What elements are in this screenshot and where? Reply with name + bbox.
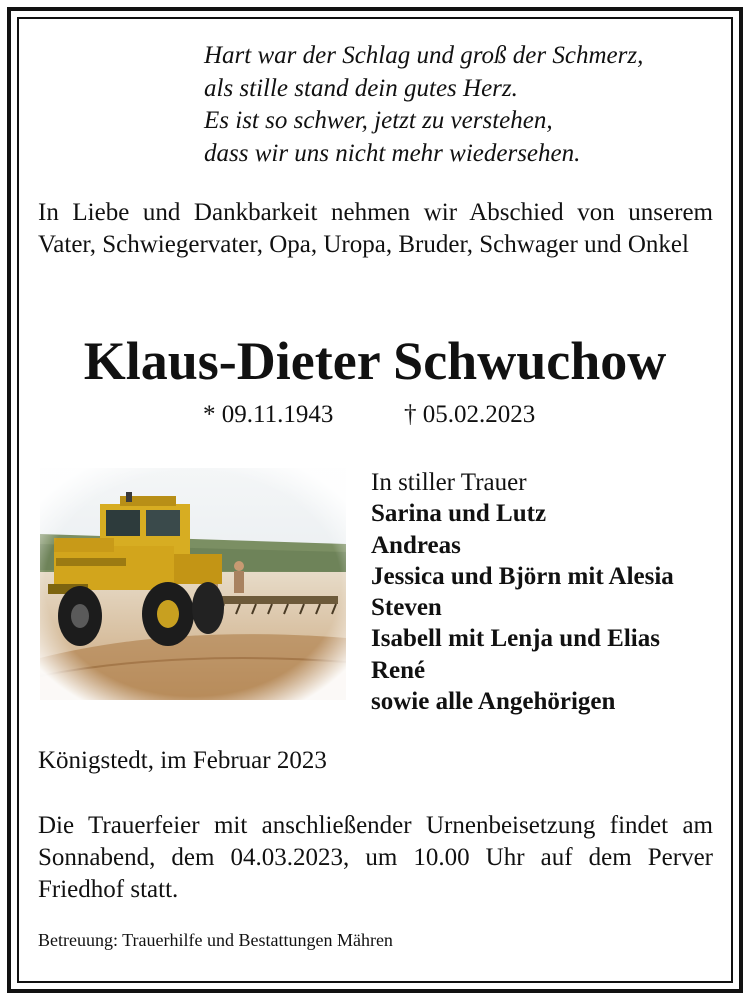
poem-line: als stille stand dein gutes Herz. xyxy=(204,74,518,102)
mourner-name: Isabell mit Lenja und Elias xyxy=(371,625,660,653)
death-date: † 05.02.2023 xyxy=(404,401,536,428)
intro-text: In Liebe und Dankbarkeit nehmen wir Abschied von unserem Vater, Schwiegervater, Opa, Uropa, Bruder, Schwager und Onkel xyxy=(38,199,713,258)
mourner-name: Jessica und Björn mit Alesia xyxy=(371,562,674,590)
place-date: Königstedt, im Februar 2023 xyxy=(38,747,327,774)
mourner-name: Sarina und Lutz xyxy=(371,500,547,528)
mourner-name: René xyxy=(371,656,426,684)
poem-line: Es ist so schwer, jetzt zu verstehen, xyxy=(204,107,553,134)
deceased-name: Klaus-Dieter Schwuchow xyxy=(83,331,667,391)
mourners-heading: In stiller Trauer xyxy=(371,469,527,496)
mourner-name: Andreas xyxy=(371,531,461,559)
funeral-home-credit: Betreuung: Trauerhilfe und Bestattungen Mähren xyxy=(38,930,393,950)
poem-line: Hart war der Schlag und groß der Schmerz, xyxy=(204,42,644,69)
tractor-photo xyxy=(40,468,346,700)
mourners-list xyxy=(371,467,716,717)
mourner-name: Steven xyxy=(371,594,442,622)
mourner-name: sowie alle Angehörigen xyxy=(371,688,616,716)
birth-date: * 09.11.1943 xyxy=(203,401,334,428)
poem xyxy=(204,40,704,170)
ceremony-text: Die Trauerfeier mit anschließender Urnenbeisetzung findet am Sonnabend, dem 04.03.2023, um 10.00 Uhr auf dem Perver Friedhof statt. xyxy=(38,812,713,903)
poem-line: dass wir uns nicht mehr wiedersehen. xyxy=(204,139,581,167)
